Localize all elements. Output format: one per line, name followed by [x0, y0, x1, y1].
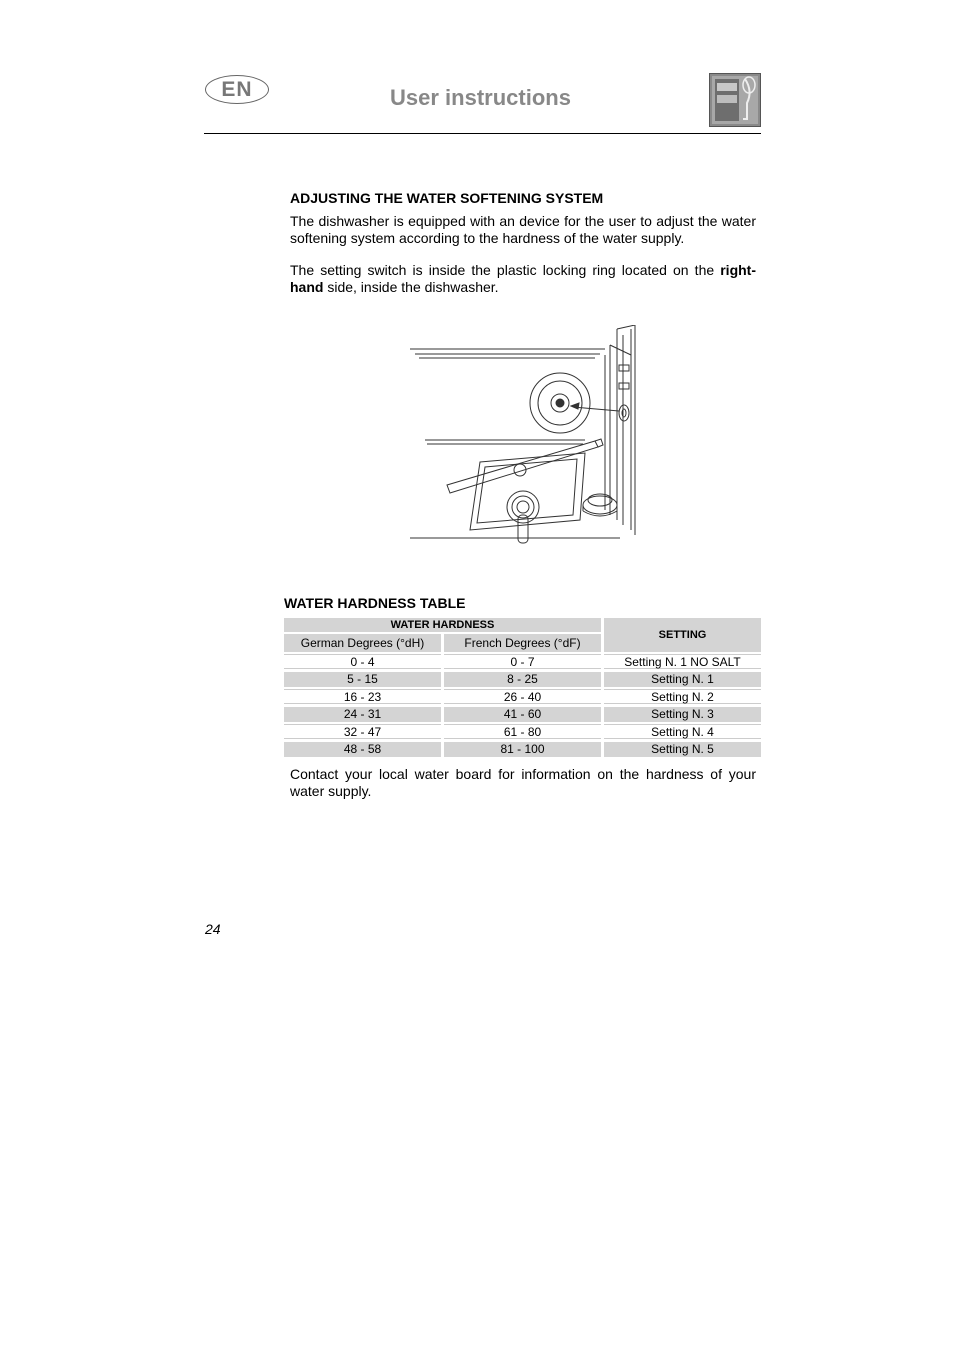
german-cell: 16 - 23 [284, 689, 441, 704]
german-cell: 24 - 31 [284, 707, 441, 722]
german-cell: 48 - 58 [284, 742, 441, 757]
setting-cell: Setting N. 4 [604, 724, 761, 739]
header-divider [204, 133, 761, 134]
french-cell: 61 - 80 [444, 724, 601, 739]
page-title: User instructions [390, 85, 571, 110]
section-heading: ADJUSTING THE WATER SOFTENING SYSTEM [290, 190, 604, 206]
german-degrees-header: German Degrees (°dH) [284, 634, 441, 652]
water-hardness-header: WATER HARDNESS [284, 618, 601, 632]
setting-cell: Setting N. 1 [604, 672, 761, 687]
table-row [284, 689, 761, 704]
setting-cell: Setting N. 1 NO SALT [604, 654, 761, 669]
dishwasher-interior-illustration [405, 325, 640, 545]
intro-paragraph: The dishwasher is equipped with an device for the user to adjust the water softening system according to the hardness of the water supply. [290, 213, 756, 246]
french-cell: 0 - 7 [444, 654, 601, 669]
setting-cell: Setting N. 3 [604, 707, 761, 722]
french-cell: 41 - 60 [444, 707, 601, 722]
french-cell: 26 - 40 [444, 689, 601, 704]
setting-cell: Setting N. 5 [604, 742, 761, 757]
table-heading: WATER HARDNESS TABLE [284, 595, 466, 611]
language-badge: EN [205, 75, 269, 104]
dishwasher-icon [709, 73, 761, 127]
german-cell: 0 - 4 [284, 654, 441, 669]
french-degrees-header: French Degrees (°dF) [444, 634, 601, 652]
setting-cell: Setting N. 2 [604, 689, 761, 704]
table-row [284, 672, 761, 687]
page-number: 24 [205, 921, 221, 937]
paragraph-text: side, inside the dishwasher. [323, 279, 499, 295]
table-row [284, 707, 761, 722]
table-row [284, 724, 761, 739]
switch-location-paragraph [290, 262, 756, 296]
bold-emphasis: right-hand [290, 262, 756, 295]
table-row [284, 742, 761, 757]
french-cell: 81 - 100 [444, 742, 601, 757]
german-cell: 32 - 47 [284, 724, 441, 739]
contact-paragraph: Contact your local water board for information on the hardness of your water supply. [290, 766, 756, 799]
table-row [284, 654, 761, 669]
setting-header: SETTING [604, 618, 761, 652]
french-cell: 8 - 25 [444, 672, 601, 687]
german-cell: 5 - 15 [284, 672, 441, 687]
paragraph-text: The setting switch is inside the plastic locking ring located on the [290, 262, 721, 278]
